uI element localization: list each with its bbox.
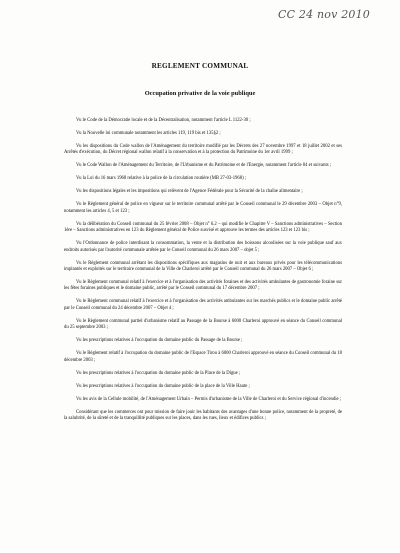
paragraph: Vu le Règlement communal relatif à l'exercice et à l'organisation des activités foraines et des activités ambulantes de gastronomie foraine sur les fêtes foraines publiques et le domaine public, arrêté par le Conseil communal du 17 décembre 2007 ; — [64, 280, 342, 292]
handwritten-annotation: CC 24 nov 2010 — [277, 8, 370, 21]
document-subtitle: Occupation privative de la voie publique — [144, 90, 256, 97]
paragraph: Vu les dispositions légales et les impositions qui relèvent de l'Agence Fédérale pour la Sécurité de la chaîne alimentaire ; — [76, 189, 303, 195]
paragraph: Vu le Règlement communal relatif à l'exercice et à l'organisation des activités ambulantes sur les marchés publics et le domaine public arrêté par le Conseil communal du 24 décembre 2007 – Objet 4 ; — [64, 299, 342, 311]
paragraph: Vu les prescriptions relatives à l'occupation du domaine public de la Place de la Digue ; — [76, 370, 241, 376]
paragraph: Vu l'Ordonnance de police interdisant la consommation, la vente et la distribution des boissons alcoolisées sur la voie publique sauf aux endroits autorisés par l'autorité communale arrêtée par le Conseil communal du 26 mars 2007 – objet 5 ; — [64, 241, 342, 253]
paragraph: Vu la Nouvelle loi communale notamment les articles 119, 119 bis et 135§2 ; — [76, 131, 221, 136]
paragraph: Vu le Règlement général de police en vigueur sur le territoire communal arrêté par le Conseil communal le 29 décembre 2003 – Objet n°9, notamment les articles 4, 5 et 123 ; — [64, 202, 342, 214]
paragraph: Considérant que les commerces ont pour mission de faire jouir les habitants des avantages d'une bonne police, notamment de la propreté, de la salubrité, de la sûreté et de la tranquillité publiques sur les places, dans les rues, lieux et édifices publics ; — [64, 409, 342, 422]
paragraph: Vu la Loi du 16 mars 1968 relative à la police de la circulation routière (MB 27-03-1968) ; — [76, 176, 247, 182]
paragraph: Vu la délibération du Conseil communal du 25 février 2008 – Objet n° 6.2 – qui modifie le Chapitre V – Sanctions administratives – Section 1ère – Sanctions administratives en 123 du Règlement général de Police susvisé et approuve les termes des articles 123 et 123 bis ; — [64, 221, 342, 234]
paragraph: Vu les dispositions du Code wallon de l'Aménagement du territoire modifié par les Décrets des 27 novembre 1997 et 18 juillet 2002 et ses Arrêtés d'exécution, du Décret régional wallon relatif à la conservation et à la protection du Patrimoine du 1er avril 1999 ; — [64, 144, 342, 156]
paragraph: Vu les avis de la Cellule mobilité, de l'Aménagement Urbain – Permis d'urbanisme de la Ville de Charleroi et du Service régional d'incendie ; — [76, 396, 342, 402]
paragraph: Vu les prescriptions relatives à l'occupation du domaine public du Passage de la Bourse ; — [76, 338, 243, 344]
paragraph: Vu les prescriptions relatives à l'occupation du domaine public de la place de la Ville Haute ; — [76, 383, 250, 389]
paragraph: Vu le Règlement communal partiel d'urbanisme relatif au Passage de la Bourse à 6000 Charleroi approuvé en séance du Conseil communal du 25 septembre 2003 ; — [64, 318, 342, 331]
paragraph: Vu le Règlement relatif à l'occupation du domaine public de l'Espace Tirou à 6000 Charleroi approuvé en séance du Conseil communal du 18 décembre 2003 ; — [64, 351, 342, 363]
paragraph: Vu le Code Wallon de l'Aménagement du Territoire, de l'Urbanisme et du Patrimoine et de l'Energie, notamment l'article 84 et suivants ; — [76, 163, 332, 169]
paragraph: Vu le Code de la Démocratie locale et de la Décentralisation, notamment l'article L 1122-30 ; — [76, 118, 251, 123]
paragraph: Vu le Règlement communal arrêtant les dispositions spécifiques aux magasins de nuit et aux bureaux privés pour les télécommunications implantés et exploités sur le territoire communal de la Ville de Charleroi arrêté par le Conseil communal du 26 mars 2007 – Objet 6 ; — [64, 260, 342, 273]
document-body — [64, 118, 342, 429]
document-title: REGLEMENT COMMUNAL — [151, 62, 249, 70]
